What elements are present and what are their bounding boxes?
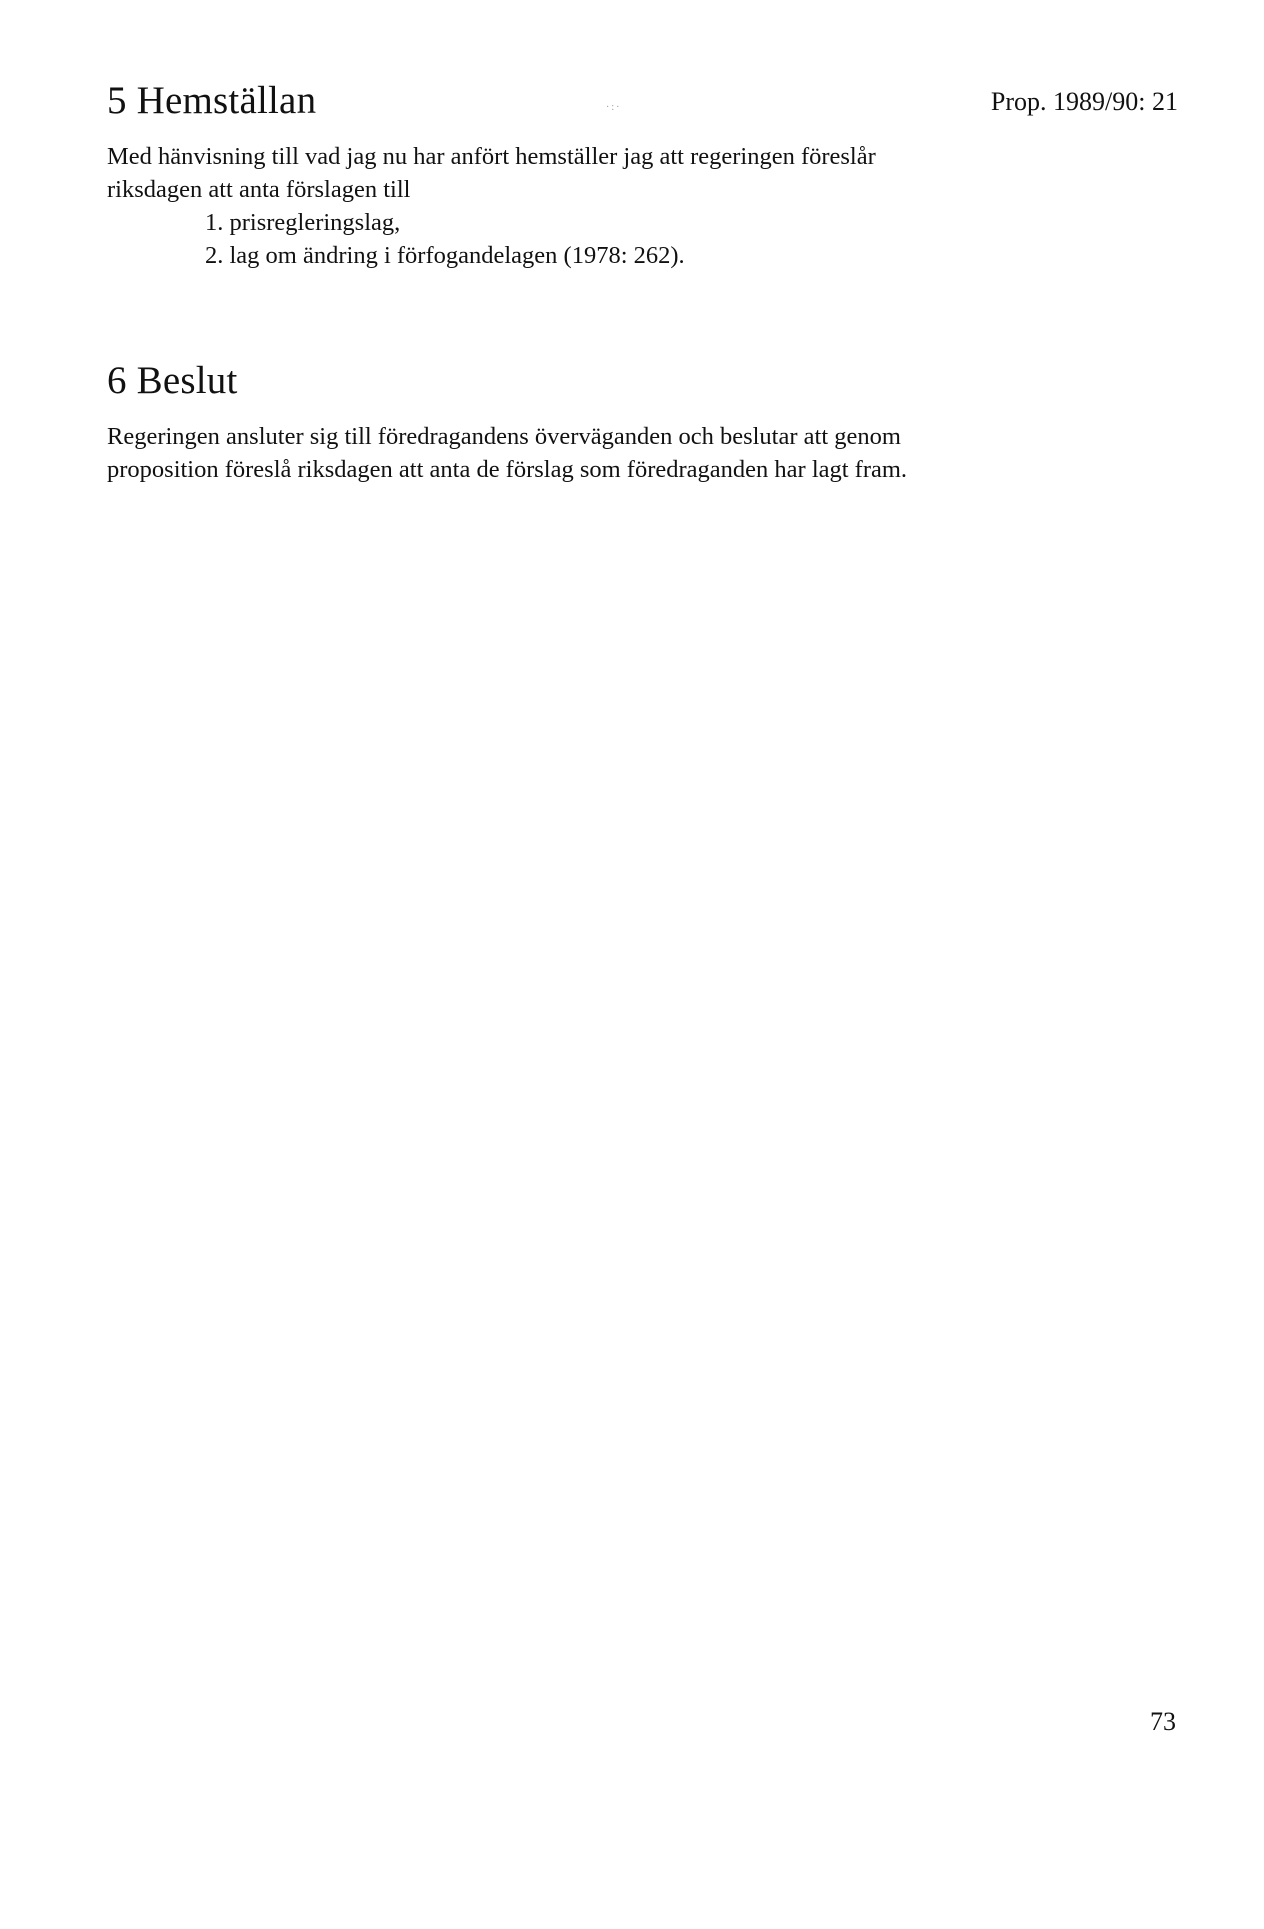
- page-number: 73: [1150, 1707, 1176, 1736]
- section-heading-beslut: 6 Beslut: [107, 359, 238, 402]
- scan-speck-mark: ·:·: [606, 102, 622, 113]
- proposal-list: [205, 206, 685, 272]
- list-item: 1. prisregleringslag,: [205, 209, 401, 236]
- section-heading-hemstallan: 5 Hemställan: [107, 79, 317, 122]
- list-item: 2. lag om ändring i förfogandelagen (1978: 262).: [205, 242, 685, 269]
- running-head: Prop. 1989/90: 21: [990, 87, 1178, 116]
- section-paragraph-beslut: Regeringen ansluter sig till föredragandens överväganden och beslutar att genom proposition föreslå riksdagen att anta de förslag som föredraganden har lagt fram.: [107, 423, 908, 483]
- section-paragraph-hemstallan: Med hänvisning till vad jag nu har anfört hemställer jag att regeringen föreslår riksdagen att anta förslagen till: [107, 143, 876, 203]
